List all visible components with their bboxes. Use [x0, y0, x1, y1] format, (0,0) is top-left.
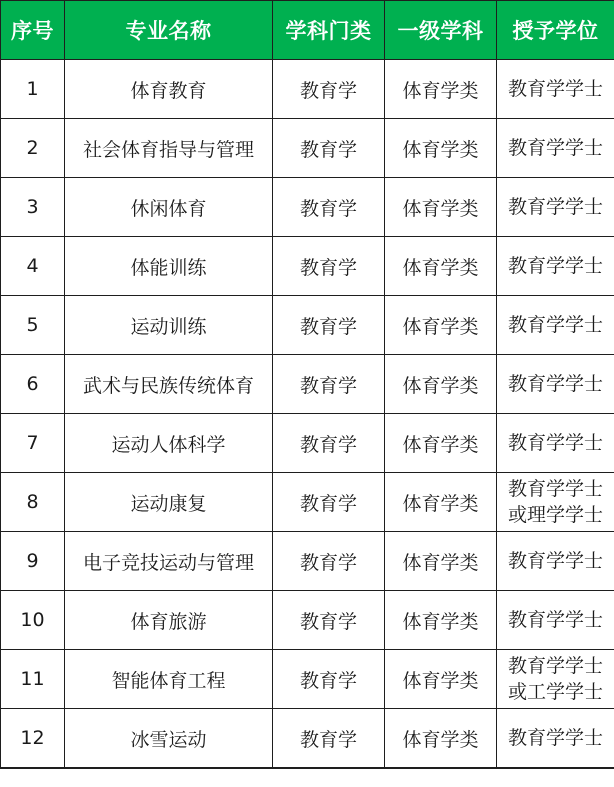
- subject-category: 教育学: [273, 473, 385, 532]
- row-number: 4: [1, 237, 65, 296]
- major-name: 体能训练: [65, 237, 273, 296]
- first-level-discipline: 体育学类: [385, 414, 497, 473]
- major-name: 运动训练: [65, 296, 273, 355]
- degree-line: 教育学学士: [507, 550, 603, 572]
- first-level-discipline: 体育学类: [385, 355, 497, 414]
- degree-line: 教育学学士: [507, 373, 603, 395]
- subject-category: 教育学: [273, 591, 385, 650]
- subject-category: 教育学: [273, 532, 385, 591]
- row-number: 10: [1, 591, 65, 650]
- subject-category: 教育学: [273, 119, 385, 178]
- first-level-discipline: 体育学类: [385, 60, 497, 119]
- major-name: 体育教育: [65, 60, 273, 119]
- degree-line: 或理学学士: [507, 504, 603, 526]
- major-name: 智能体育工程: [65, 650, 273, 709]
- degree-line: 教育学学士: [507, 196, 603, 218]
- major-name: 武术与民族传统体育: [65, 355, 273, 414]
- table-row: [1, 60, 614, 119]
- degree-line: 教育学学士: [507, 478, 603, 500]
- row-number: 8: [1, 473, 65, 532]
- first-level-discipline: 体育学类: [385, 532, 497, 591]
- first-level-discipline: 体育学类: [385, 178, 497, 237]
- header-row: [1, 1, 614, 60]
- subject-category: 教育学: [273, 709, 385, 768]
- header-degree-awarded: 授予学位: [497, 1, 614, 60]
- degree-awarded: [497, 709, 614, 768]
- degree-awarded: [497, 178, 614, 237]
- degree-line: 教育学学士: [507, 727, 603, 749]
- first-level-discipline: 体育学类: [385, 650, 497, 709]
- degree-awarded: [497, 650, 614, 709]
- table-body: [1, 60, 614, 768]
- degree-line: 教育学学士: [507, 655, 603, 677]
- degree-awarded: [497, 119, 614, 178]
- degree-line: 或工学学士: [507, 681, 603, 703]
- major-name: 社会体育指导与管理: [65, 119, 273, 178]
- subject-category: 教育学: [273, 414, 385, 473]
- first-level-discipline: 体育学类: [385, 296, 497, 355]
- first-level-discipline: 体育学类: [385, 237, 497, 296]
- row-number: 1: [1, 60, 65, 119]
- first-level-discipline: 体育学类: [385, 119, 497, 178]
- major-name: 休闲体育: [65, 178, 273, 237]
- header-subject-category: 学科门类: [273, 1, 385, 60]
- first-level-discipline: 体育学类: [385, 473, 497, 532]
- row-number: 2: [1, 119, 65, 178]
- header-number: 序号: [1, 1, 65, 60]
- subject-category: 教育学: [273, 178, 385, 237]
- table-row: [1, 473, 614, 532]
- row-number: 12: [1, 709, 65, 768]
- subject-category: 教育学: [273, 355, 385, 414]
- major-name: 运动康复: [65, 473, 273, 532]
- degree-awarded: [497, 296, 614, 355]
- row-number: 11: [1, 650, 65, 709]
- subject-category: 教育学: [273, 237, 385, 296]
- degree-awarded: [497, 532, 614, 591]
- row-number: 6: [1, 355, 65, 414]
- table-row: [1, 119, 614, 178]
- degree-line: 教育学学士: [507, 609, 603, 631]
- subject-category: 教育学: [273, 296, 385, 355]
- degree-line: 教育学学士: [507, 137, 603, 159]
- degree-awarded: [497, 237, 614, 296]
- row-number: 9: [1, 532, 65, 591]
- row-number: 5: [1, 296, 65, 355]
- degree-line: 教育学学士: [507, 314, 603, 336]
- major-name: 电子竞技运动与管理: [65, 532, 273, 591]
- table-row: [1, 355, 614, 414]
- table-continuation-edge: [0, 768, 614, 775]
- degree-awarded: [497, 414, 614, 473]
- header-first-level-discipline: 一级学科: [385, 1, 497, 60]
- degree-awarded: [497, 591, 614, 650]
- degree-line: 教育学学士: [507, 78, 603, 100]
- major-name: 运动人体科学: [65, 414, 273, 473]
- row-number: 7: [1, 414, 65, 473]
- subject-category: 教育学: [273, 650, 385, 709]
- table-row: [1, 650, 614, 709]
- table-row: [1, 591, 614, 650]
- header-major-name: 专业名称: [65, 1, 273, 60]
- degree-line: 教育学学士: [507, 255, 603, 277]
- table-row: [1, 414, 614, 473]
- table-row: [1, 532, 614, 591]
- table-row: [1, 237, 614, 296]
- degree-line: 教育学学士: [507, 432, 603, 454]
- row-number: 3: [1, 178, 65, 237]
- major-name: 体育旅游: [65, 591, 273, 650]
- table-row: [1, 709, 614, 768]
- degree-awarded: [497, 355, 614, 414]
- table-header: [1, 1, 614, 60]
- first-level-discipline: 体育学类: [385, 591, 497, 650]
- table-row: [1, 178, 614, 237]
- table-row: [1, 296, 614, 355]
- subject-category: 教育学: [273, 60, 385, 119]
- major-name: 冰雪运动: [65, 709, 273, 768]
- first-level-discipline: 体育学类: [385, 709, 497, 768]
- degree-awarded: [497, 473, 614, 532]
- degree-awarded: [497, 60, 614, 119]
